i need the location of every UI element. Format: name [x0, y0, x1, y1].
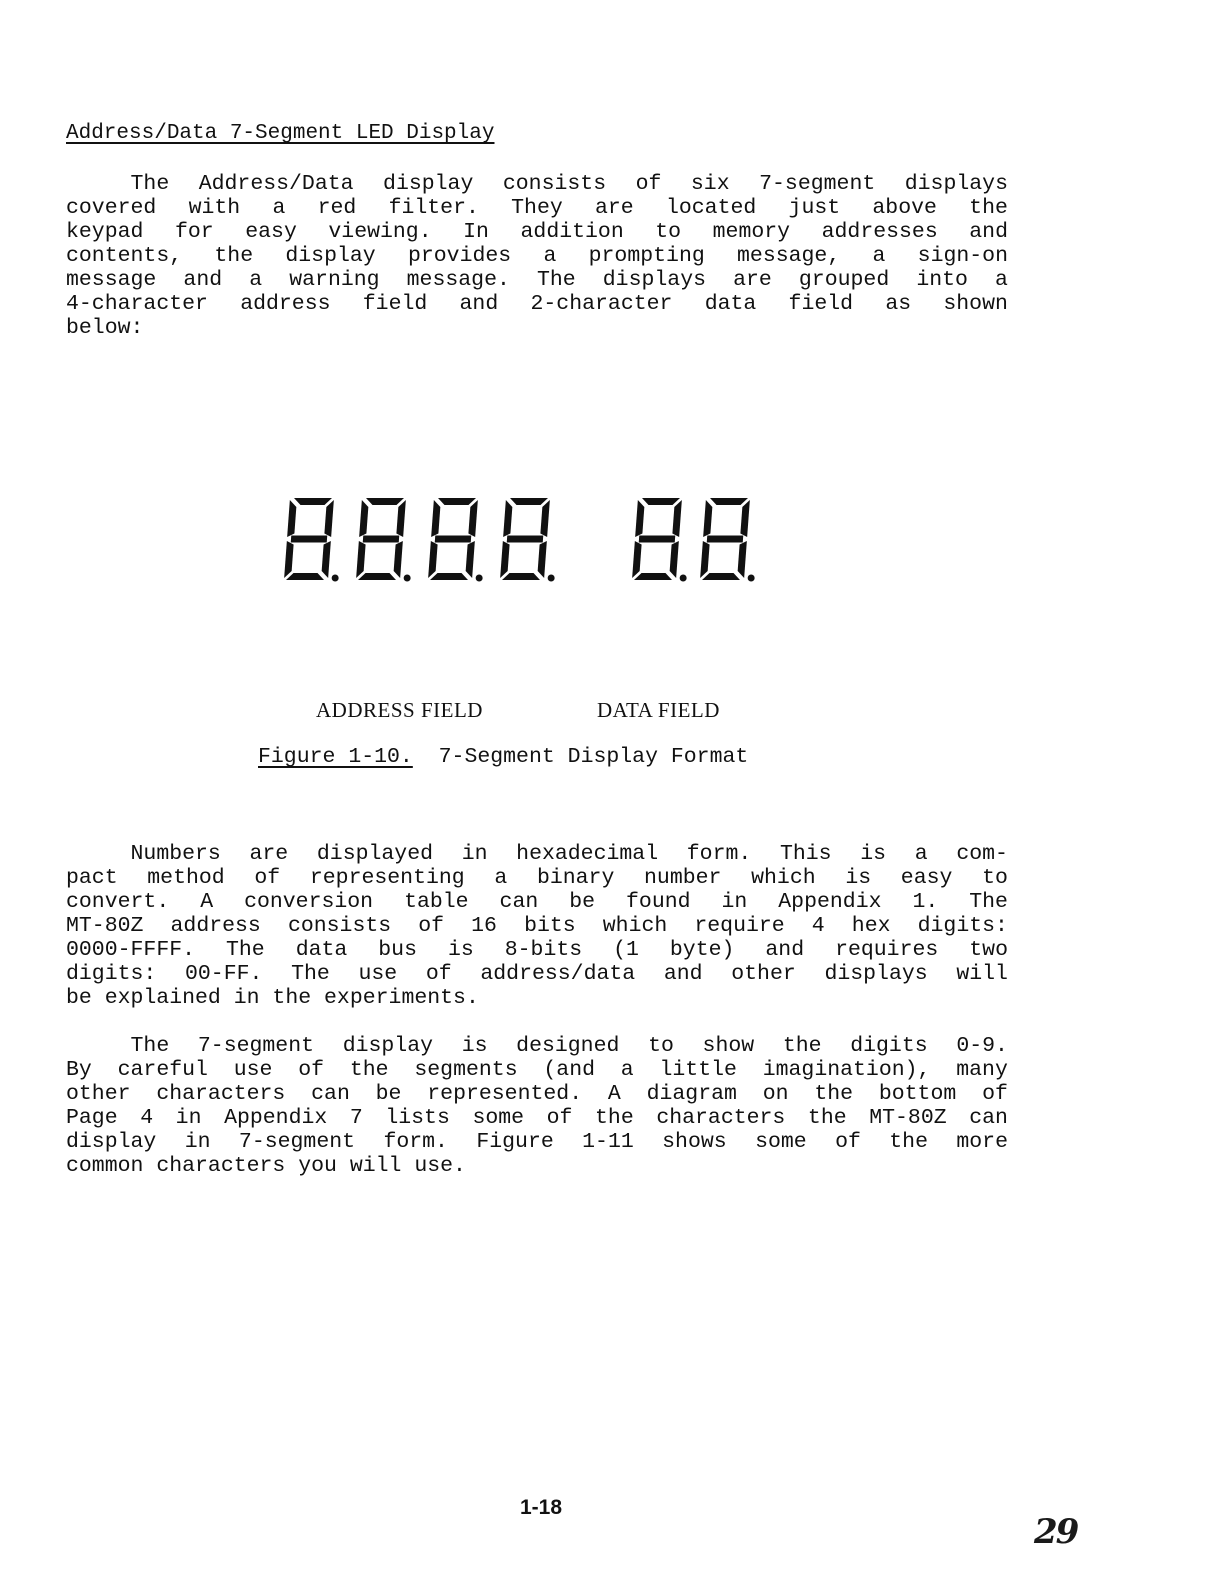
- address-digit: [500, 498, 555, 582]
- section-heading: Address/Data 7-Segment LED Display: [66, 122, 495, 145]
- text-line: 0000-FFFF. The data bus is 8-bits (1 byte) and requires two: [66, 938, 1008, 962]
- text-line: pact method of representing a binary number which is easy to: [66, 866, 1008, 890]
- figure-number: Figure 1-10.: [258, 745, 413, 769]
- decimal-point: [548, 575, 555, 582]
- decimal-point: [748, 575, 755, 582]
- segment-e: [700, 541, 709, 578]
- text-line: be explained in the experiments.: [66, 986, 479, 1010]
- segment-g: [707, 536, 744, 543]
- text-line: MT-80Z address consists of 16 bits which require 4 hex digits:: [66, 914, 1008, 938]
- segment-c: [538, 541, 547, 578]
- segment-g: [435, 536, 472, 543]
- segment-b: [324, 500, 333, 537]
- segment-a: [438, 498, 476, 505]
- page-number: 1-18: [520, 1496, 563, 1519]
- segment-c: [322, 541, 331, 578]
- segment-b: [540, 500, 549, 537]
- text-line: Page 4 in Appendix 7 lists some of the characters the MT-80Z can: [66, 1106, 1008, 1130]
- text-line: The 7-segment display is designed to show the digits 0-9.: [66, 1034, 1008, 1058]
- address-digit: [284, 498, 339, 582]
- decimal-point: [332, 575, 339, 582]
- decimal-point: [680, 575, 687, 582]
- paragraph-characters: [66, 1034, 1008, 1178]
- segment-d: [286, 573, 324, 580]
- segment-c: [670, 541, 679, 578]
- segment-g: [507, 536, 544, 543]
- segment-b: [672, 500, 681, 537]
- text-line: keypad for easy viewing. In addition to memory addresses and: [66, 220, 1008, 244]
- figure-title: 7-Segment Display Format: [438, 745, 749, 769]
- seven-segment-display-figure: [270, 490, 770, 590]
- paragraph-display-description: [66, 172, 1008, 340]
- segment-a: [642, 498, 680, 505]
- text-line: Numbers are displayed in hexadecimal form. This is a com-: [66, 842, 1008, 866]
- segment-a: [510, 498, 548, 505]
- address-digit: [428, 498, 483, 582]
- text-line: digits: 00-FF. The use of address/data and other displays will: [66, 962, 1008, 986]
- segment-f: [287, 500, 296, 537]
- text-line: The Address/Data display consists of six 7-segment displays: [66, 172, 1008, 196]
- address-field-label: ADDRESS FIELD: [316, 698, 483, 722]
- figure-caption: [258, 745, 748, 769]
- text-line: display in 7-segment form. Figure 1-11 shows some of the more: [66, 1130, 1008, 1154]
- text-line: common characters you will use.: [66, 1154, 466, 1178]
- text-line: other characters can be represented. A diagram on the bottom of: [66, 1082, 1008, 1106]
- text-line: convert. A conversion table can be found in Appendix 1. The: [66, 890, 1008, 914]
- segment-e: [632, 541, 641, 578]
- address-digit: [356, 498, 411, 582]
- segment-b: [396, 500, 405, 537]
- data-field-label: DATA FIELD: [597, 698, 720, 722]
- paragraph-hexadecimal: [66, 842, 1008, 1010]
- segment-f: [503, 500, 512, 537]
- segment-e: [356, 541, 365, 578]
- segment-f: [359, 500, 368, 537]
- segment-e: [500, 541, 509, 578]
- segment-g: [363, 536, 400, 543]
- decimal-point: [476, 575, 483, 582]
- text-line: covered with a red filter. They are located just above the: [66, 196, 1008, 220]
- text-line: 4-character address field and 2-character data field as shown: [66, 292, 1008, 316]
- data-digit: [632, 498, 687, 582]
- handwritten-page-number: 29: [1034, 1512, 1078, 1552]
- segment-b: [740, 500, 749, 537]
- segment-a: [294, 498, 332, 505]
- segment-g: [291, 536, 328, 543]
- segment-e: [428, 541, 437, 578]
- data-field-digits: [632, 498, 755, 582]
- segment-d: [502, 573, 540, 580]
- data-digit: [700, 498, 755, 582]
- segment-a: [366, 498, 404, 505]
- segment-b: [468, 500, 477, 537]
- text-line: contents, the display provides a prompting message, a sign-on: [66, 244, 1008, 268]
- segment-d: [702, 573, 740, 580]
- segment-c: [394, 541, 403, 578]
- segment-f: [431, 500, 440, 537]
- segment-e: [284, 541, 293, 578]
- text-line: By careful use of the segments (and a little imagination), many: [66, 1058, 1008, 1082]
- decimal-point: [404, 575, 411, 582]
- segment-g: [639, 536, 676, 543]
- segment-f: [703, 500, 712, 537]
- segment-d: [634, 573, 672, 580]
- text-line: below:: [66, 316, 144, 340]
- segment-c: [466, 541, 475, 578]
- segment-a: [710, 498, 748, 505]
- text-line: message and a warning message. The displays are grouped into a: [66, 268, 1008, 292]
- segment-d: [358, 573, 396, 580]
- address-field-digits: [284, 498, 555, 582]
- segment-f: [635, 500, 644, 537]
- segment-d: [430, 573, 468, 580]
- segment-c: [738, 541, 747, 578]
